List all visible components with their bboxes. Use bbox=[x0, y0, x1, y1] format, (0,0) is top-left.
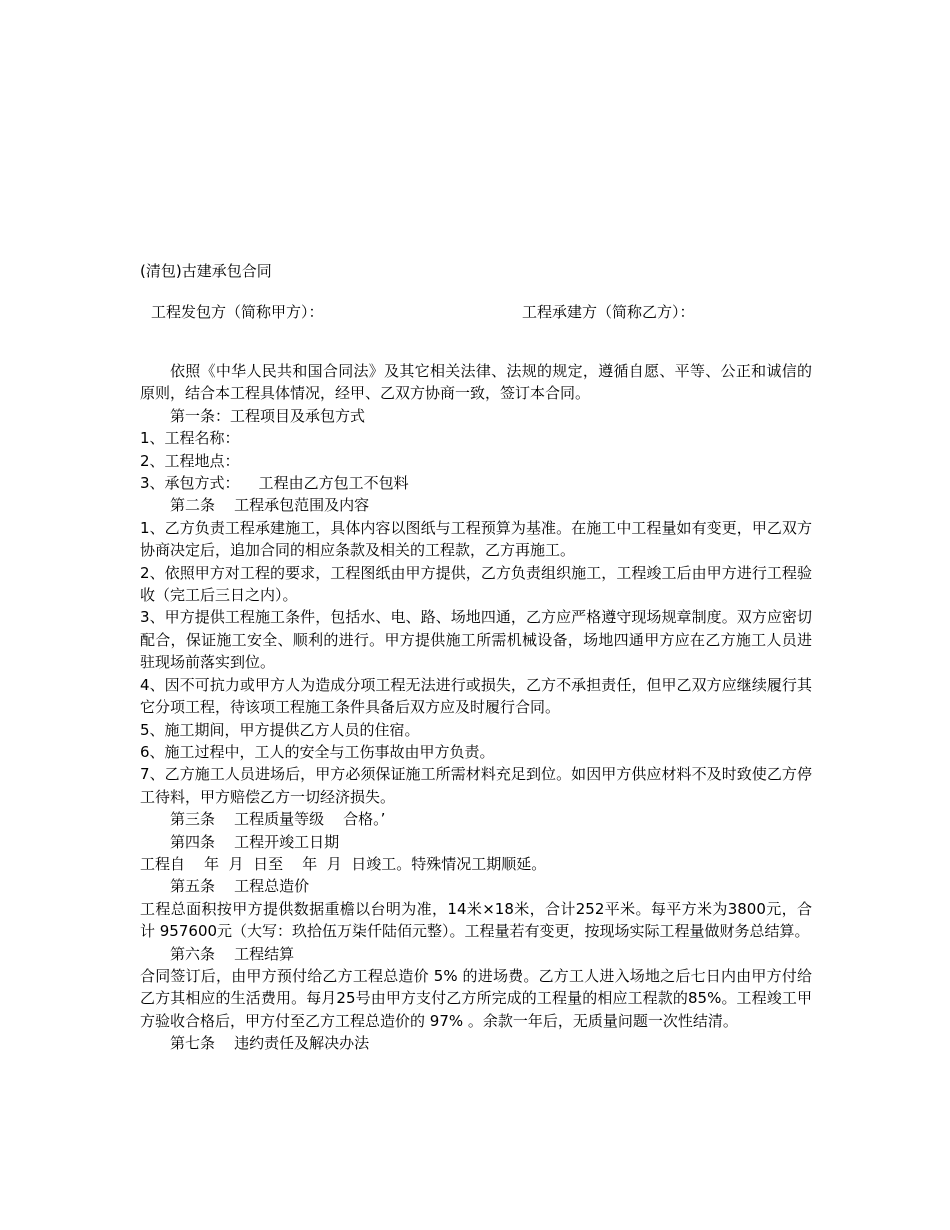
article-3-heading: 第三条 工程质量等级 合格。’ bbox=[170, 810, 386, 829]
document-title: (清包)古建承包合同 bbox=[140, 262, 272, 280]
article-2-item: 7、乙方施工人员进场后，甲方必须保证施工所需材料充足到位。如因甲方供应材料不及时致使乙方停工待料，甲方赔偿乙方一切经济损失。 bbox=[140, 765, 812, 806]
article-2-item: 4、因不可抗力或甲方人为造成分项工程无法进行或损失，乙方不承担责任，但甲乙双方应继续履行其它分项工程，待该项工程施工条件具备后双方应及时履行合同。 bbox=[140, 675, 812, 717]
article-4-heading: 第四条 工程开竣工日期 bbox=[170, 832, 340, 851]
article-1-item: 2、工程地点： bbox=[140, 451, 240, 470]
article-6-text: 合同签订后，由甲方预付给乙方工程总造价 5% 的进场费。乙方工人进入场地之后七日内由甲方付给乙方其相应的生活费用。每月25号由甲方支付乙方所完成的工程量的相应工程款的85%。工程竣工甲方验收合格后，甲方付至乙方工程总造价的 97% 。余款一年后，无质量问题一次性结清。 bbox=[140, 966, 812, 1030]
party-b-label: 工程承建方（简称乙方）： bbox=[522, 303, 695, 321]
article-5-heading: 第五条 工程总造价 bbox=[170, 877, 310, 896]
article-1-heading: 第一条：工程项目及承包方式 bbox=[170, 406, 366, 425]
article-5-text: 工程总面积按甲方提供数据重檐以台明为准，14米×18米，合计252平米。每平方米为3800元，合计 957600元（大写：玖拾伍万柒仟陆佰元整）。工程量若有变更，按现场实际工程量做财务总结算。 bbox=[140, 899, 812, 941]
article-1-item: 1、工程名称： bbox=[140, 429, 240, 448]
article-2-item: 6、施工过程中，工人的安全与工伤事故由甲方负责。 bbox=[140, 742, 495, 761]
article-2-item: 3、甲方提供工程施工条件，包括水、电、路、场地四通，乙方应严格遵守现场规章制度。双方应密切配合，保证施工安全、顺利的进行。甲方提供施工所需机械设备，场地四通甲方应在乙方施工人员进驻现场前落实到位。 bbox=[140, 608, 812, 672]
article-6-heading: 第六条 工程结算 bbox=[170, 944, 295, 963]
article-2-item: 1、乙方负责工程承建施工，具体内容以图纸与工程预算为基准。在施工中工程量如有变更，甲乙双方协商决定后，追加合同的相应条款及相关的工程款，乙方再施工。 bbox=[140, 518, 812, 560]
article-1-item: 3、承包方式： 工程由乙方包工不包料 bbox=[140, 474, 409, 493]
article-2-item: 5、施工期间，甲方提供乙方人员的住宿。 bbox=[140, 720, 420, 739]
article-4-text: 工程自 年 月 日至 年 月 日竣工。特殊情况工期顺延。 bbox=[140, 854, 547, 873]
preamble-paragraph: 依照《中华人民共和国合同法》及其它相关法律、法规的规定，遵循自愿、平等、公正和诚信的原则，结合本工程具体情况，经甲、乙双方协商一致，签订本合同。 bbox=[140, 362, 812, 403]
contract-body bbox=[140, 360, 812, 1055]
article-2-heading: 第二条 工程承包范围及内容 bbox=[170, 496, 370, 515]
article-2-item: 2、依照甲方对工程的要求，工程图纸由甲方提供，乙方负责组织施工，工程竣工后由甲方进行工程验收（完工后三日之内）。 bbox=[140, 563, 812, 605]
party-a-label: 工程发包方（简称甲方）： bbox=[151, 303, 324, 321]
article-7-heading: 第七条 违约责任及解决办法 bbox=[170, 1034, 370, 1053]
